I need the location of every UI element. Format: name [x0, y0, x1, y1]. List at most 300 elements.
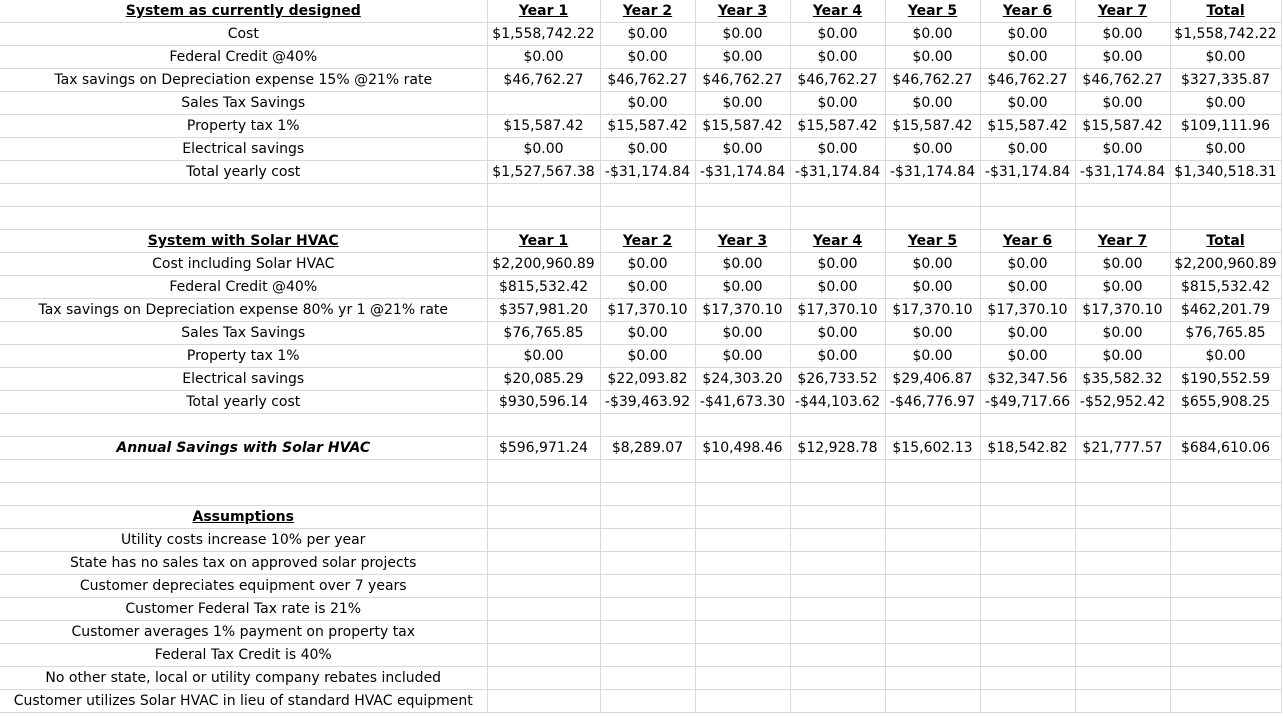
empty-cell[interactable] — [600, 621, 695, 644]
empty-cell[interactable] — [885, 460, 980, 483]
empty-cell[interactable] — [695, 644, 790, 667]
empty-cell[interactable] — [1075, 644, 1170, 667]
empty-cell[interactable] — [790, 506, 885, 529]
empty-cell[interactable] — [1170, 667, 1281, 690]
empty-cell[interactable] — [1075, 529, 1170, 552]
value-cell[interactable]: $0.00 — [885, 138, 980, 161]
year-header-cell[interactable]: Year 2 — [600, 0, 695, 23]
value-cell[interactable]: $20,085.29 — [487, 368, 600, 391]
empty-cell[interactable] — [790, 207, 885, 230]
value-cell[interactable]: $46,762.27 — [695, 69, 790, 92]
empty-cell[interactable] — [487, 506, 600, 529]
value-cell[interactable]: $1,527,567.38 — [487, 161, 600, 184]
value-cell[interactable]: $0.00 — [790, 92, 885, 115]
empty-cell[interactable] — [980, 506, 1075, 529]
value-cell[interactable]: $0.00 — [790, 46, 885, 69]
savings-value-cell[interactable]: $12,928.78 — [790, 437, 885, 460]
value-cell[interactable]: $46,762.27 — [980, 69, 1075, 92]
assumption-item[interactable]: Customer averages 1% payment on property tax — [0, 621, 487, 644]
year-header-cell[interactable]: Year 1 — [487, 230, 600, 253]
value-cell[interactable]: $190,552.59 — [1170, 368, 1281, 391]
assumption-item[interactable]: Customer Federal Tax rate is 21% — [0, 598, 487, 621]
empty-row — [0, 483, 1281, 506]
empty-cell[interactable] — [1075, 690, 1170, 713]
value-cell[interactable]: $17,370.10 — [695, 299, 790, 322]
assumption-item[interactable]: Utility costs increase 10% per year — [0, 529, 487, 552]
value-cell[interactable]: $0.00 — [600, 253, 695, 276]
empty-cell[interactable] — [790, 552, 885, 575]
empty-cell[interactable] — [885, 414, 980, 437]
section2-data-row — [0, 322, 1281, 345]
value-cell[interactable]: $930,596.14 — [487, 391, 600, 414]
empty-cell[interactable] — [487, 552, 600, 575]
value-cell[interactable]: $15,587.42 — [695, 115, 790, 138]
value-cell[interactable]: $17,370.10 — [885, 299, 980, 322]
empty-cell[interactable] — [695, 690, 790, 713]
empty-cell[interactable] — [0, 207, 487, 230]
empty-cell[interactable] — [487, 621, 600, 644]
empty-cell[interactable] — [0, 414, 487, 437]
section2-title[interactable]: System with Solar HVAC — [0, 230, 487, 253]
row-label[interactable]: Sales Tax Savings — [0, 92, 487, 115]
empty-cell[interactable] — [980, 184, 1075, 207]
empty-cell[interactable] — [695, 621, 790, 644]
value-cell[interactable]: $24,303.20 — [695, 368, 790, 391]
empty-cell[interactable] — [1170, 644, 1281, 667]
empty-cell[interactable] — [600, 667, 695, 690]
assumption-row — [0, 621, 1281, 644]
value-cell[interactable]: $0.00 — [487, 345, 600, 368]
assumption-item[interactable]: Customer utilizes Solar HVAC in lieu of standard HVAC equipment — [0, 690, 487, 713]
section1-data-row — [0, 46, 1281, 69]
row-label[interactable]: Electrical savings — [0, 368, 487, 391]
savings-label[interactable]: Annual Savings with Solar HVAC — [0, 437, 487, 460]
value-cell[interactable]: $22,093.82 — [600, 368, 695, 391]
value-cell[interactable]: $2,200,960.89 — [1170, 253, 1281, 276]
year-header-cell[interactable]: Year 5 — [885, 230, 980, 253]
value-cell[interactable]: $815,532.42 — [487, 276, 600, 299]
empty-cell[interactable] — [980, 667, 1075, 690]
savings-value-cell[interactable]: $21,777.57 — [1075, 437, 1170, 460]
value-cell[interactable]: $17,370.10 — [1075, 299, 1170, 322]
value-cell[interactable]: $17,370.10 — [790, 299, 885, 322]
value-cell[interactable]: $0.00 — [600, 23, 695, 46]
empty-cell[interactable] — [1075, 621, 1170, 644]
empty-cell[interactable] — [790, 460, 885, 483]
value-cell[interactable]: $0.00 — [1170, 345, 1281, 368]
value-cell[interactable]: $35,582.32 — [1075, 368, 1170, 391]
value-cell[interactable]: $815,532.42 — [1170, 276, 1281, 299]
value-cell[interactable]: $15,587.42 — [1075, 115, 1170, 138]
value-cell[interactable]: $1,558,742.22 — [487, 23, 600, 46]
empty-cell[interactable] — [1075, 552, 1170, 575]
empty-cell[interactable] — [1075, 414, 1170, 437]
empty-cell[interactable] — [0, 460, 487, 483]
empty-cell[interactable] — [487, 207, 600, 230]
empty-row — [0, 460, 1281, 483]
row-label[interactable]: Sales Tax Savings — [0, 322, 487, 345]
assumption-item[interactable]: State has no sales tax on approved solar projects — [0, 552, 487, 575]
section2-data-row — [0, 368, 1281, 391]
section1-data-row — [0, 138, 1281, 161]
row-label[interactable]: Tax savings on Depreciation expense 15% @21% rate — [0, 69, 487, 92]
value-cell[interactable]: $0.00 — [980, 322, 1075, 345]
value-cell[interactable]: $0.00 — [790, 276, 885, 299]
value-cell[interactable]: $15,587.42 — [980, 115, 1075, 138]
value-cell[interactable]: $0.00 — [980, 23, 1075, 46]
value-cell[interactable]: $76,765.85 — [1170, 322, 1281, 345]
value-cell[interactable]: -$31,174.84 — [790, 161, 885, 184]
empty-cell[interactable] — [600, 414, 695, 437]
empty-cell[interactable] — [1170, 552, 1281, 575]
value-cell[interactable]: $26,733.52 — [790, 368, 885, 391]
empty-cell[interactable] — [980, 207, 1075, 230]
empty-cell[interactable] — [790, 667, 885, 690]
empty-cell[interactable] — [980, 598, 1075, 621]
savings-value-cell[interactable]: $10,498.46 — [695, 437, 790, 460]
empty-cell[interactable] — [885, 644, 980, 667]
value-cell[interactable]: $0.00 — [695, 138, 790, 161]
section1-data-row — [0, 161, 1281, 184]
empty-cell[interactable] — [695, 552, 790, 575]
row-label[interactable]: Electrical savings — [0, 138, 487, 161]
value-cell[interactable]: $0.00 — [600, 46, 695, 69]
value-cell[interactable]: $0.00 — [885, 345, 980, 368]
empty-cell[interactable] — [600, 184, 695, 207]
year-header-cell[interactable]: Year 6 — [980, 0, 1075, 23]
value-cell[interactable]: $0.00 — [1170, 92, 1281, 115]
value-cell[interactable]: $0.00 — [790, 253, 885, 276]
value-cell[interactable]: $0.00 — [790, 322, 885, 345]
empty-cell[interactable] — [980, 483, 1075, 506]
value-cell[interactable]: $17,370.10 — [600, 299, 695, 322]
empty-cell[interactable] — [1170, 207, 1281, 230]
value-cell[interactable]: $0.00 — [1075, 322, 1170, 345]
empty-cell[interactable] — [487, 644, 600, 667]
value-cell[interactable]: $0.00 — [980, 92, 1075, 115]
row-label[interactable]: Cost including Solar HVAC — [0, 253, 487, 276]
assumptions-header-row — [0, 506, 1281, 529]
row-label[interactable]: Cost — [0, 23, 487, 46]
savings-value-cell[interactable]: $684,610.06 — [1170, 437, 1281, 460]
empty-cell[interactable] — [885, 506, 980, 529]
value-cell[interactable]: $0.00 — [600, 276, 695, 299]
section2-header-row — [0, 230, 1281, 253]
empty-cell[interactable] — [980, 552, 1075, 575]
empty-cell[interactable] — [885, 483, 980, 506]
empty-cell[interactable] — [1075, 207, 1170, 230]
empty-cell[interactable] — [790, 575, 885, 598]
value-cell[interactable]: $0.00 — [1075, 253, 1170, 276]
value-cell[interactable]: $0.00 — [1075, 23, 1170, 46]
value-cell[interactable]: $0.00 — [600, 322, 695, 345]
empty-cell[interactable] — [790, 598, 885, 621]
empty-cell[interactable] — [0, 483, 487, 506]
value-cell[interactable]: -$52,952.42 — [1075, 391, 1170, 414]
year-header-cell[interactable]: Year 3 — [695, 0, 790, 23]
empty-cell[interactable] — [980, 621, 1075, 644]
empty-cell[interactable] — [1170, 529, 1281, 552]
row-label[interactable]: Property tax 1% — [0, 345, 487, 368]
value-cell[interactable]: -$49,717.66 — [980, 391, 1075, 414]
empty-cell[interactable] — [1075, 506, 1170, 529]
value-cell[interactable]: -$31,174.84 — [600, 161, 695, 184]
value-cell[interactable]: -$31,174.84 — [980, 161, 1075, 184]
empty-cell[interactable] — [1075, 575, 1170, 598]
year-header-cell[interactable]: Year 4 — [790, 230, 885, 253]
empty-cell[interactable] — [1170, 506, 1281, 529]
empty-cell[interactable] — [600, 506, 695, 529]
empty-cell[interactable] — [487, 184, 600, 207]
year-header-cell[interactable]: Year 7 — [1075, 230, 1170, 253]
empty-cell[interactable] — [885, 575, 980, 598]
empty-cell[interactable] — [0, 184, 487, 207]
value-cell[interactable]: $0.00 — [885, 46, 980, 69]
year-header-cell[interactable]: Total — [1170, 230, 1281, 253]
assumption-row — [0, 667, 1281, 690]
value-cell[interactable]: $32,347.56 — [980, 368, 1075, 391]
value-cell[interactable]: $0.00 — [487, 138, 600, 161]
empty-cell[interactable] — [1170, 184, 1281, 207]
empty-cell[interactable] — [600, 598, 695, 621]
year-header-cell[interactable]: Year 5 — [885, 0, 980, 23]
empty-cell[interactable] — [487, 414, 600, 437]
empty-cell[interactable] — [1075, 598, 1170, 621]
assumption-item[interactable]: No other state, local or utility company rebates included — [0, 667, 487, 690]
year-header-cell[interactable]: Year 3 — [695, 230, 790, 253]
row-label[interactable]: Tax savings on Depreciation expense 80% yr 1 @21% rate — [0, 299, 487, 322]
empty-cell[interactable] — [1170, 690, 1281, 713]
value-cell[interactable]: $327,335.87 — [1170, 69, 1281, 92]
value-cell[interactable]: $15,587.42 — [600, 115, 695, 138]
empty-cell[interactable] — [885, 621, 980, 644]
value-cell[interactable]: $0.00 — [487, 46, 600, 69]
year-header-cell[interactable]: Year 6 — [980, 230, 1075, 253]
value-cell[interactable]: $0.00 — [790, 345, 885, 368]
value-cell[interactable] — [487, 92, 600, 115]
value-cell[interactable]: $0.00 — [1075, 138, 1170, 161]
section1-data-row — [0, 69, 1281, 92]
value-cell[interactable]: $0.00 — [980, 138, 1075, 161]
value-cell[interactable]: $0.00 — [790, 138, 885, 161]
empty-cell[interactable] — [1170, 414, 1281, 437]
empty-cell[interactable] — [487, 483, 600, 506]
empty-cell[interactable] — [980, 529, 1075, 552]
empty-cell[interactable] — [695, 667, 790, 690]
value-cell[interactable]: $1,340,518.31 — [1170, 161, 1281, 184]
section2-data-row — [0, 345, 1281, 368]
year-header-cell[interactable]: Year 7 — [1075, 0, 1170, 23]
value-cell[interactable]: $0.00 — [1170, 138, 1281, 161]
row-label[interactable]: Property tax 1% — [0, 115, 487, 138]
section1-data-row — [0, 115, 1281, 138]
empty-cell[interactable] — [600, 644, 695, 667]
year-header-cell[interactable]: Total — [1170, 0, 1281, 23]
empty-cell[interactable] — [885, 598, 980, 621]
value-cell[interactable]: $0.00 — [600, 138, 695, 161]
empty-cell[interactable] — [487, 460, 600, 483]
value-cell[interactable]: $0.00 — [695, 345, 790, 368]
empty-cell[interactable] — [980, 414, 1075, 437]
row-label[interactable]: Federal Credit @40% — [0, 46, 487, 69]
value-cell[interactable]: $17,370.10 — [980, 299, 1075, 322]
empty-cell[interactable] — [885, 207, 980, 230]
value-cell[interactable]: $2,200,960.89 — [487, 253, 600, 276]
empty-cell[interactable] — [1075, 184, 1170, 207]
empty-cell[interactable] — [487, 667, 600, 690]
value-cell[interactable]: $0.00 — [885, 322, 980, 345]
empty-cell[interactable] — [695, 460, 790, 483]
empty-cell[interactable] — [980, 644, 1075, 667]
year-header-cell[interactable]: Year 1 — [487, 0, 600, 23]
value-cell[interactable]: $76,765.85 — [487, 322, 600, 345]
value-cell[interactable]: $0.00 — [695, 253, 790, 276]
empty-row — [0, 414, 1281, 437]
empty-cell[interactable] — [600, 552, 695, 575]
value-cell[interactable]: $0.00 — [885, 276, 980, 299]
assumption-row — [0, 552, 1281, 575]
savings-value-cell[interactable]: $18,542.82 — [980, 437, 1075, 460]
value-cell[interactable]: $15,587.42 — [487, 115, 600, 138]
value-cell[interactable]: $0.00 — [600, 345, 695, 368]
value-cell[interactable]: $0.00 — [980, 345, 1075, 368]
value-cell[interactable]: $0.00 — [695, 322, 790, 345]
value-cell[interactable]: $0.00 — [1075, 276, 1170, 299]
empty-cell[interactable] — [695, 598, 790, 621]
empty-cell[interactable] — [600, 690, 695, 713]
value-cell[interactable]: $0.00 — [1170, 46, 1281, 69]
value-cell[interactable]: $462,201.79 — [1170, 299, 1281, 322]
savings-value-cell[interactable]: $596,971.24 — [487, 437, 600, 460]
empty-cell[interactable] — [600, 529, 695, 552]
empty-cell[interactable] — [487, 529, 600, 552]
empty-cell[interactable] — [695, 184, 790, 207]
empty-cell[interactable] — [1170, 575, 1281, 598]
value-cell[interactable]: $0.00 — [980, 276, 1075, 299]
empty-cell[interactable] — [790, 690, 885, 713]
section1-title[interactable]: System as currently designed — [0, 0, 487, 23]
value-cell[interactable]: $0.00 — [885, 92, 980, 115]
value-cell[interactable]: $1,558,742.22 — [1170, 23, 1281, 46]
value-cell[interactable]: $0.00 — [695, 276, 790, 299]
empty-cell[interactable] — [487, 598, 600, 621]
assumption-item[interactable]: Customer depreciates equipment over 7 years — [0, 575, 487, 598]
empty-cell[interactable] — [1170, 598, 1281, 621]
value-cell[interactable]: -$41,673.30 — [695, 391, 790, 414]
row-label[interactable]: Total yearly cost — [0, 161, 487, 184]
value-cell[interactable]: -$31,174.84 — [1075, 161, 1170, 184]
section1-data-row — [0, 92, 1281, 115]
assumption-row — [0, 575, 1281, 598]
empty-cell[interactable] — [1075, 460, 1170, 483]
value-cell[interactable]: -$46,776.97 — [885, 391, 980, 414]
empty-cell[interactable] — [980, 460, 1075, 483]
value-cell[interactable]: $109,111.96 — [1170, 115, 1281, 138]
year-header-cell[interactable]: Year 4 — [790, 0, 885, 23]
empty-cell[interactable] — [600, 483, 695, 506]
assumption-item[interactable]: Federal Tax Credit is 40% — [0, 644, 487, 667]
empty-cell[interactable] — [695, 529, 790, 552]
empty-cell[interactable] — [487, 575, 600, 598]
empty-cell[interactable] — [1170, 483, 1281, 506]
value-cell[interactable]: $46,762.27 — [885, 69, 980, 92]
section2-data-row — [0, 299, 1281, 322]
empty-cell[interactable] — [600, 207, 695, 230]
value-cell[interactable]: $0.00 — [695, 23, 790, 46]
value-cell[interactable]: $15,587.42 — [790, 115, 885, 138]
empty-cell[interactable] — [695, 414, 790, 437]
empty-cell[interactable] — [790, 184, 885, 207]
value-cell[interactable]: $0.00 — [695, 92, 790, 115]
value-cell[interactable]: $0.00 — [1075, 345, 1170, 368]
empty-cell[interactable] — [790, 483, 885, 506]
savings-value-cell[interactable]: $8,289.07 — [600, 437, 695, 460]
section2-data-row — [0, 391, 1281, 414]
value-cell[interactable]: $0.00 — [980, 253, 1075, 276]
empty-cell[interactable] — [885, 667, 980, 690]
empty-cell[interactable] — [1075, 483, 1170, 506]
value-cell[interactable]: $46,762.27 — [790, 69, 885, 92]
assumption-row — [0, 529, 1281, 552]
empty-cell[interactable] — [1170, 460, 1281, 483]
empty-cell[interactable] — [600, 575, 695, 598]
value-cell[interactable]: -$44,103.62 — [790, 391, 885, 414]
value-cell[interactable]: $0.00 — [790, 23, 885, 46]
empty-cell[interactable] — [980, 575, 1075, 598]
empty-cell[interactable] — [790, 414, 885, 437]
value-cell[interactable]: $0.00 — [1075, 92, 1170, 115]
year-header-cell[interactable]: Year 2 — [600, 230, 695, 253]
value-cell[interactable]: $0.00 — [600, 92, 695, 115]
value-cell[interactable]: $0.00 — [885, 23, 980, 46]
empty-cell[interactable] — [885, 552, 980, 575]
row-label[interactable]: Federal Credit @40% — [0, 276, 487, 299]
value-cell[interactable]: $0.00 — [885, 253, 980, 276]
empty-cell[interactable] — [695, 483, 790, 506]
empty-cell[interactable] — [600, 460, 695, 483]
empty-cell[interactable] — [790, 621, 885, 644]
empty-cell[interactable] — [1075, 667, 1170, 690]
assumptions-title[interactable]: Assumptions — [0, 506, 487, 529]
value-cell[interactable]: $46,762.27 — [487, 69, 600, 92]
value-cell[interactable]: -$39,463.92 — [600, 391, 695, 414]
value-cell[interactable]: $15,587.42 — [885, 115, 980, 138]
value-cell[interactable]: $46,762.27 — [600, 69, 695, 92]
empty-cell[interactable] — [1170, 621, 1281, 644]
empty-cell[interactable] — [790, 529, 885, 552]
empty-cell[interactable] — [885, 529, 980, 552]
empty-cell[interactable] — [885, 184, 980, 207]
value-cell[interactable]: -$31,174.84 — [885, 161, 980, 184]
empty-cell[interactable] — [695, 575, 790, 598]
value-cell[interactable]: $0.00 — [695, 46, 790, 69]
empty-cell[interactable] — [695, 207, 790, 230]
value-cell[interactable]: $0.00 — [1075, 46, 1170, 69]
empty-cell[interactable] — [487, 690, 600, 713]
empty-cell[interactable] — [885, 690, 980, 713]
empty-cell[interactable] — [790, 644, 885, 667]
value-cell[interactable]: $0.00 — [980, 46, 1075, 69]
value-cell[interactable]: $655,908.25 — [1170, 391, 1281, 414]
value-cell[interactable]: $357,981.20 — [487, 299, 600, 322]
empty-cell[interactable] — [695, 506, 790, 529]
value-cell[interactable]: $46,762.27 — [1075, 69, 1170, 92]
value-cell[interactable]: -$31,174.84 — [695, 161, 790, 184]
row-label[interactable]: Total yearly cost — [0, 391, 487, 414]
savings-value-cell[interactable]: $15,602.13 — [885, 437, 980, 460]
empty-cell[interactable] — [980, 690, 1075, 713]
value-cell[interactable]: $29,406.87 — [885, 368, 980, 391]
